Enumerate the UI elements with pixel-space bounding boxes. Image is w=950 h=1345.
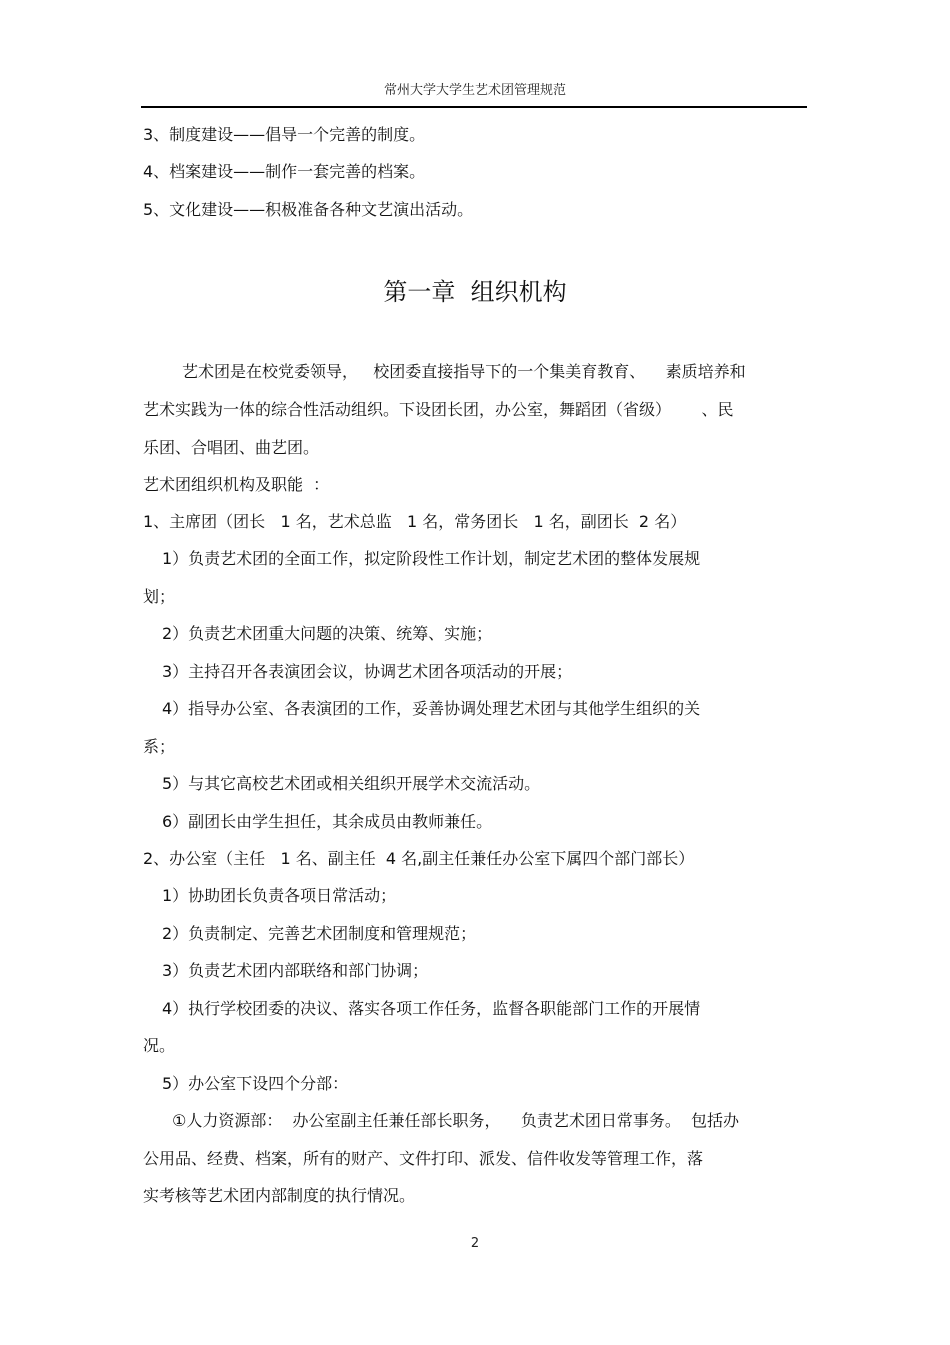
body-line: 2）负责艺术团重大问题的决策、统筹、实施；	[162, 624, 493, 643]
body-line: 4）执行学校团委的决议、落实各项工作任务，监督各职能部门工作的开展情	[162, 999, 701, 1018]
body-line: 3）主持召开各表演团会议，协调艺术团各项活动的开展；	[162, 662, 573, 681]
body-line: 6）副团长由学生担任，其余成员由教师兼任。	[162, 812, 493, 831]
body-line: ①人力资源部： 办公室副主任兼任部长职务， 负责艺术团日常事务。 包括办	[172, 1111, 740, 1130]
body-line: 实考核等艺术团内部制度的执行情况。	[143, 1186, 416, 1205]
intro-item: 4、档案建设——制作一套完善的档案。	[143, 162, 426, 181]
body-line: 况。	[143, 1036, 176, 1055]
body-line: 2）负责制定、完善艺术团制度和管理规范；	[162, 924, 477, 943]
body-line: 1、主席团（团长 1 名，艺术总监 1 名，常务团长 1 名，副团长 2 名）	[143, 512, 687, 531]
intro-item: 3、制度建设——倡导一个完善的制度。	[143, 125, 426, 144]
body-line: 4）指导办公室、各表演团的工作，妥善协调处理艺术团与其他学生组织的关	[162, 699, 701, 718]
body-line: 艺术实践为一体的综合性活动组织。下设团长团，办公室，舞蹈团（省级） 、民	[143, 400, 734, 419]
body-line: 公用品、经费、档案，所有的财产、文件打印、派发、信件收发等管理工作，落	[143, 1149, 704, 1168]
header-rule	[141, 106, 807, 108]
body-line: 艺术团是在校党委领导， 校团委直接指导下的一个集美育教育、 素质培养和	[182, 362, 746, 381]
body-line: 1）负责艺术团的全面工作，拟定阶段性工作计划，制定艺术团的整体发展规	[162, 549, 701, 568]
intro-item: 5、文化建设——积极准备各种文艺演出活动。	[143, 200, 474, 219]
page-header-title: 常州大学大学生艺术团管理规范	[383, 83, 566, 98]
body-line: 5）与其它高校艺术团或相关组织开展学术交流活动。	[162, 774, 541, 793]
body-line: 2、办公室（主任 1 名、副主任 4 名,副主任兼任办公室下属四个部门部长）	[143, 849, 695, 868]
page-number: 2	[470, 1236, 480, 1251]
body-line: 5）办公室下设四个分部：	[162, 1074, 349, 1093]
body-line: 划；	[143, 587, 176, 606]
body-line: 3）负责艺术团内部联络和部门协调；	[162, 961, 429, 980]
chapter-title: 第一章 组织机构	[383, 278, 567, 306]
body-line: 1）协助团长负责各项日常活动；	[162, 886, 397, 905]
body-line: 乐团、合唱团、曲艺团。	[143, 438, 320, 457]
body-line: 系；	[143, 737, 176, 756]
body-line: 艺术团组织机构及职能 ：	[143, 475, 330, 494]
